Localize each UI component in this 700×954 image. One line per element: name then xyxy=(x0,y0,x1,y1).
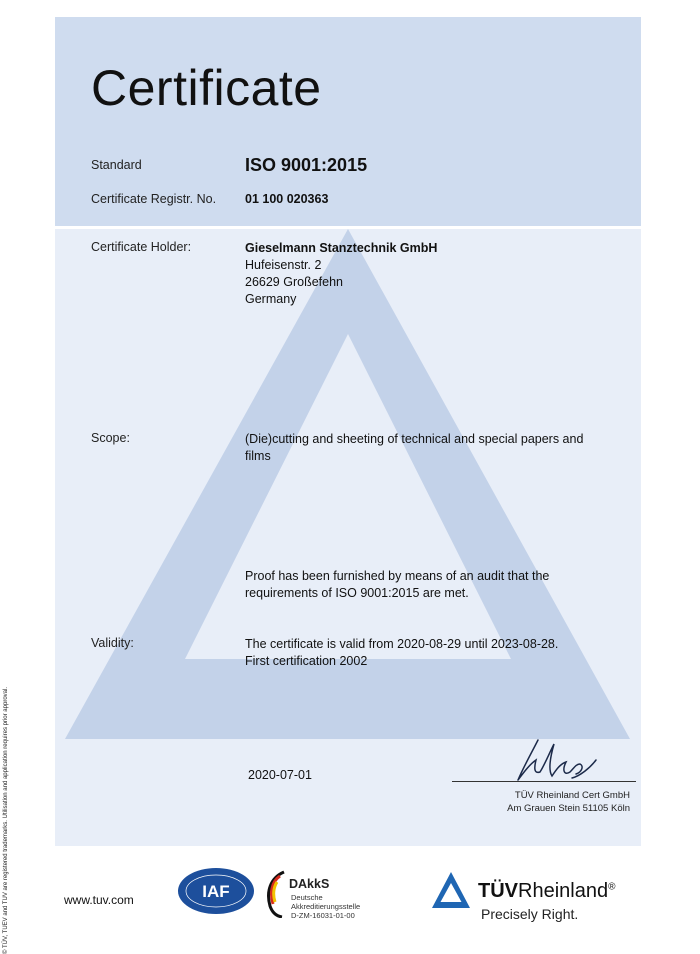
dakks-line-2: Akkreditierungsstelle xyxy=(291,902,361,911)
tuv-slogan: Precisely Right. xyxy=(481,906,579,922)
page-title: Certificate xyxy=(91,60,322,116)
scope-line-2: films xyxy=(245,449,271,463)
dakks-details xyxy=(291,893,360,920)
iaf-logo xyxy=(176,866,256,916)
dakks-line-3: D-ZM-16031-01-00 xyxy=(291,911,355,920)
tuv-registered-mark: ® xyxy=(608,881,616,893)
iaf-text: IAF xyxy=(202,882,230,901)
scope-line-1: (Die)cutting and sheeting of technical and special papers and xyxy=(245,432,584,446)
issue-date: 2020-07-01 xyxy=(248,768,312,782)
tuv-brand xyxy=(478,880,615,903)
scope-label: Scope: xyxy=(91,431,130,445)
issuer-name: TÜV Rheinland Cert GmbH xyxy=(514,790,630,801)
tuv-triangle-icon xyxy=(432,872,470,908)
holder-city: 26629 Großefehn xyxy=(245,275,343,289)
holder-block xyxy=(245,240,437,308)
holder-street: Hufeisenstr. 2 xyxy=(245,258,322,272)
issuer-address: Am Grauen Stein 51105 Köln xyxy=(507,803,630,814)
registration-value: 01 100 020363 xyxy=(245,192,329,206)
signature xyxy=(510,736,605,784)
dakks-line-1: Deutsche xyxy=(291,893,323,902)
tuv-brand-bold: TÜV xyxy=(478,880,518,902)
holder-label: Certificate Holder: xyxy=(91,240,192,254)
validity-text xyxy=(245,636,558,670)
validity-line-2: First certification 2002 xyxy=(245,654,368,668)
standard-label: Standard xyxy=(91,158,142,172)
proof-line-1: Proof has been furnished by means of an audit that the xyxy=(245,569,550,583)
proof-text xyxy=(245,568,549,602)
registration-label: Certificate Registr. No. xyxy=(91,192,217,206)
scope-text xyxy=(245,431,583,465)
standard-value: ISO 9001:2015 xyxy=(245,155,368,175)
trademark-note: © TÜV, TUEV and TUV are registered trademarks. Utilisation and application requires prior approval. xyxy=(3,687,9,954)
holder-country: Germany xyxy=(245,292,297,306)
dakks-logo-icon xyxy=(262,870,288,918)
signature-line xyxy=(452,781,636,782)
validity-line-1: The certificate is valid from 2020-08-29 until 2023-08-28. xyxy=(245,637,559,651)
website-link[interactable]: www.tuv.com xyxy=(64,893,134,907)
proof-line-2: requirements of ISO 9001:2015 are met. xyxy=(245,586,469,600)
tuv-brand-rest: Rheinland xyxy=(518,880,609,902)
holder-name: Gieselmann Stanztechnik GmbH xyxy=(245,241,438,255)
validity-label: Validity: xyxy=(91,636,134,650)
dakks-name: DAkkS xyxy=(289,877,330,891)
